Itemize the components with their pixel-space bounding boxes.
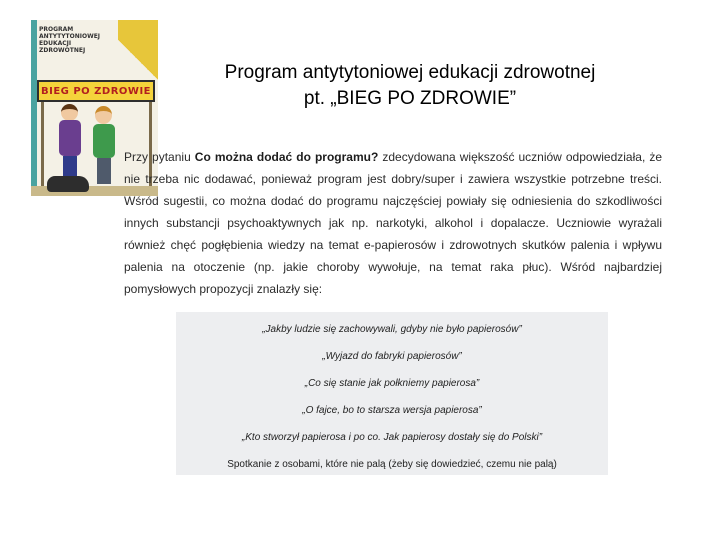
cover-boy-legs: [97, 158, 111, 184]
quote-item: „O fajce, bo to starsza wersja papierosa”: [302, 405, 482, 416]
cover-banner: BIEG PO ZDROWIE: [37, 80, 155, 102]
cover-girl-body: [59, 120, 81, 156]
paragraph-intro: Przy pytaniu: [124, 150, 191, 164]
quote-item: „Wyjazd do fabryki papierosów”: [322, 351, 462, 362]
quote-item: Spotkanie z osobami, które nie palą (żeby się dowiedzieć, czemu nie palą): [227, 459, 557, 470]
cover-banner-pole-left: [41, 102, 44, 196]
slide-title: [160, 60, 660, 112]
cover-girl-head: [61, 104, 78, 121]
quote-item: „Co się stanie jak połkniemy papierosa”: [304, 378, 480, 389]
cover-dog: [47, 176, 89, 192]
paragraph-body: zdecydowana większość uczniów odpowiedziała, że nie trzeba nic dodawać, ponieważ program jest dobry/super i zawiera wszystkie potrzebne treści. Wśród sugestii, co można dodać do programu najczęściej powiały się odniesienia do szkodliwości innych substancji psychoaktywnych jak np. narkotyki, alkohol i dopalacze. Uczniowie wyrażali również chęć pogłębienia wiedzy na temat e-papierosów i zdrowotnych skutków palenia i wpływu palenia na otoczenie (np. jakie choroby wywołuje, na temat raka płuc). Wśród najbardziej pomysłowych propozycji znalazły się:: [124, 150, 662, 296]
paragraph-question: Co można dodać do programu?: [194, 150, 379, 164]
title-line-2: pt. „BIEG PO ZDROWIE”: [303, 88, 517, 109]
quotes-box: [176, 312, 608, 475]
cover-stripe: [31, 20, 37, 196]
cover-program-text: PROGRAM ANTYTYTONIOWEJ EDUKACJI ZDROWOTNEJ: [39, 26, 101, 54]
cover-boy-head: [95, 106, 112, 124]
quote-item: „Jakby ludzie się zachowywali, gdyby nie było papierosów”: [262, 324, 522, 335]
quote-item: „Kto stworzył papierosa i po co. Jak papierosy dostały się do Polski”: [241, 432, 543, 443]
title-line-1: Program antytytoniowej edukacji zdrowotnej: [224, 62, 596, 83]
survey-paragraph: [124, 146, 662, 296]
cover-corner-decoration: [118, 20, 158, 80]
cover-boy-body: [93, 124, 115, 158]
